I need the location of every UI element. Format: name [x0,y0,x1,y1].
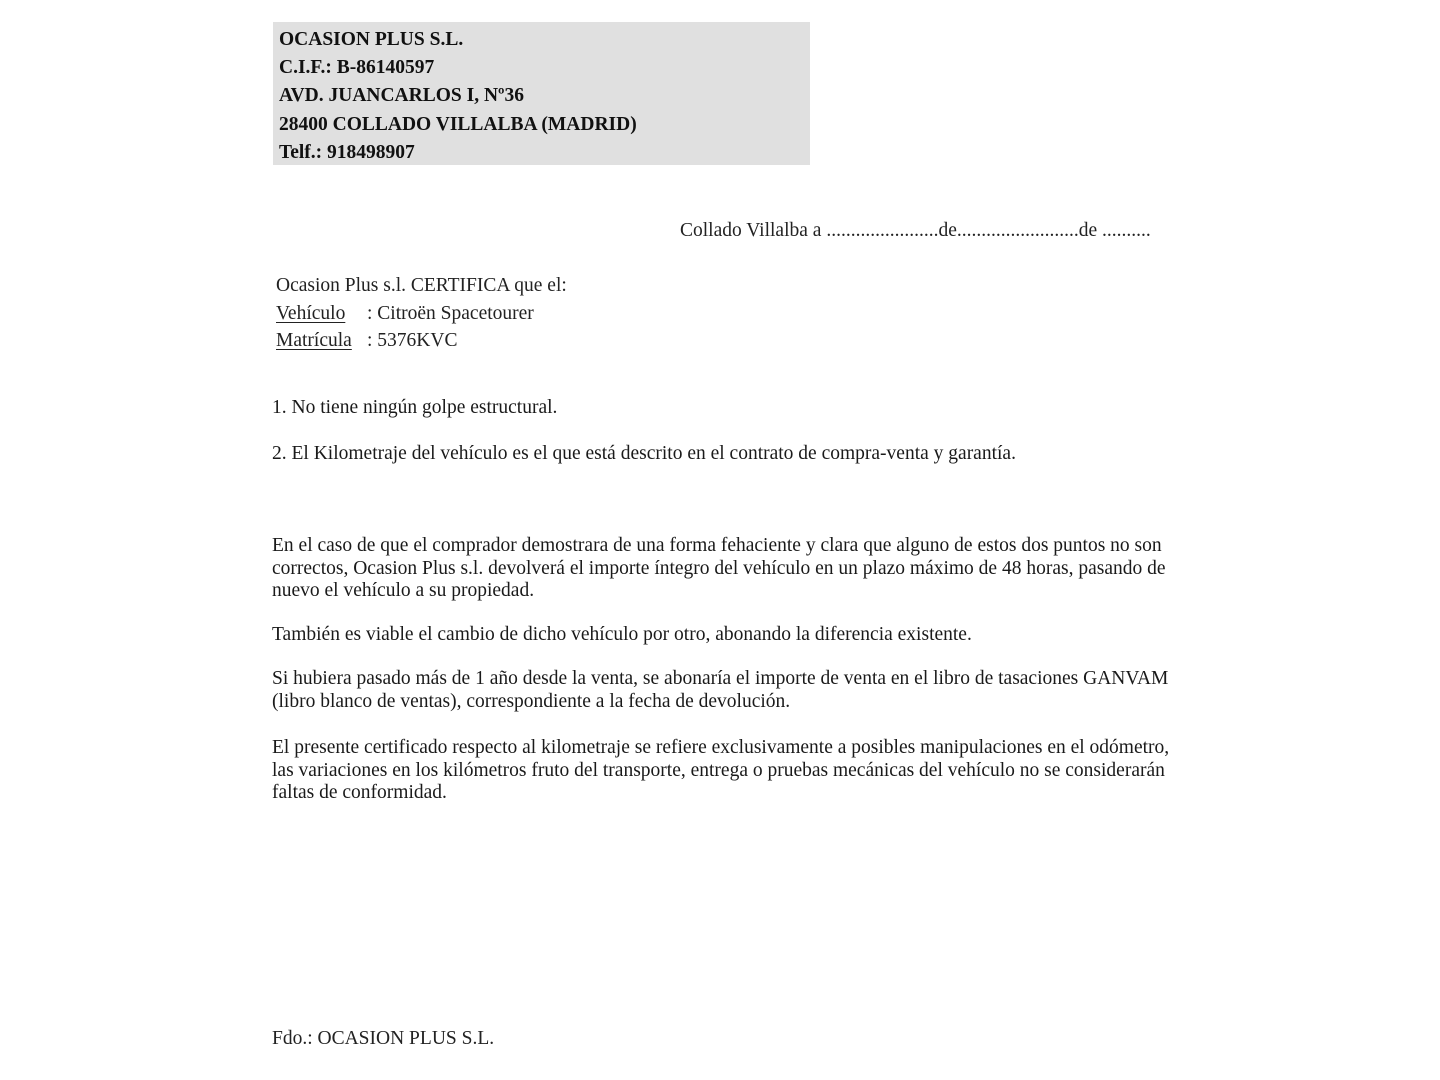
company-header-box [273,22,810,165]
company-city: 28400 COLLADO VILLALBA (MADRID) [279,113,637,135]
certification-intro: Ocasion Plus s.l. CERTIFICA que el: [276,275,567,296]
plate-value: : 5376KVC [367,330,458,351]
point-1: 1. No tiene ningún golpe estructural. [272,397,558,418]
point-2: 2. El Kilometraje del vehículo es el que está descrito en el contrato de compra-venta y garantía. [272,443,1016,464]
vehicle-value: : Citroën Spacetourer [367,302,534,324]
company-cif: C.I.F.: B-86140597 [279,57,435,79]
vehicle-row [276,300,567,328]
company-address: AVD. JUANCARLOS I, Nº36 [279,85,524,107]
vehicle-label: Vehículo [276,302,346,324]
company-name: OCASION PLUS S.L. [279,29,464,50]
paragraph-ganvam: Si hubiera pasado más de 1 año desde la venta, se abonaría el importe de venta en el libro de tasaciones GANVAM (libro blanco de ventas), correspondiente a la fecha de devolución. [272,668,1169,712]
company-phone: Telf.: 918498907 [279,141,415,163]
plate-label: Matrícula [276,330,352,351]
paragraph-odometer: El presente certificado respecto al kilometraje se refiere exclusivamente a posibles manipulaciones en el odómetro, las variaciones en los kilómetros fruto del transporte, entrega o pruebas mecánicas del vehículo no se considerarán faltas de conformidad. [272,737,1170,803]
signature-line: Fdo.: OCASION PLUS S.L. [272,1028,495,1049]
paragraph-refund: En el caso de que el comprador demostrara de una forma fehaciente y clara que alguno de estos dos puntos no son correctos, Ocasion Plus s.l. devolverá el importe íntegro del vehículo en un plazo máximo de 48 horas, pasando de nuevo el vehículo a su propiedad. [272,535,1166,601]
paragraph-exchange: También es viable el cambio de dicho vehículo por otro, abonando la diferencia existente. [272,624,972,645]
plate-row [276,327,567,355]
date-line: Collado Villalba a .......................de.........................de .......... [680,220,1151,241]
certification-block [276,272,567,355]
